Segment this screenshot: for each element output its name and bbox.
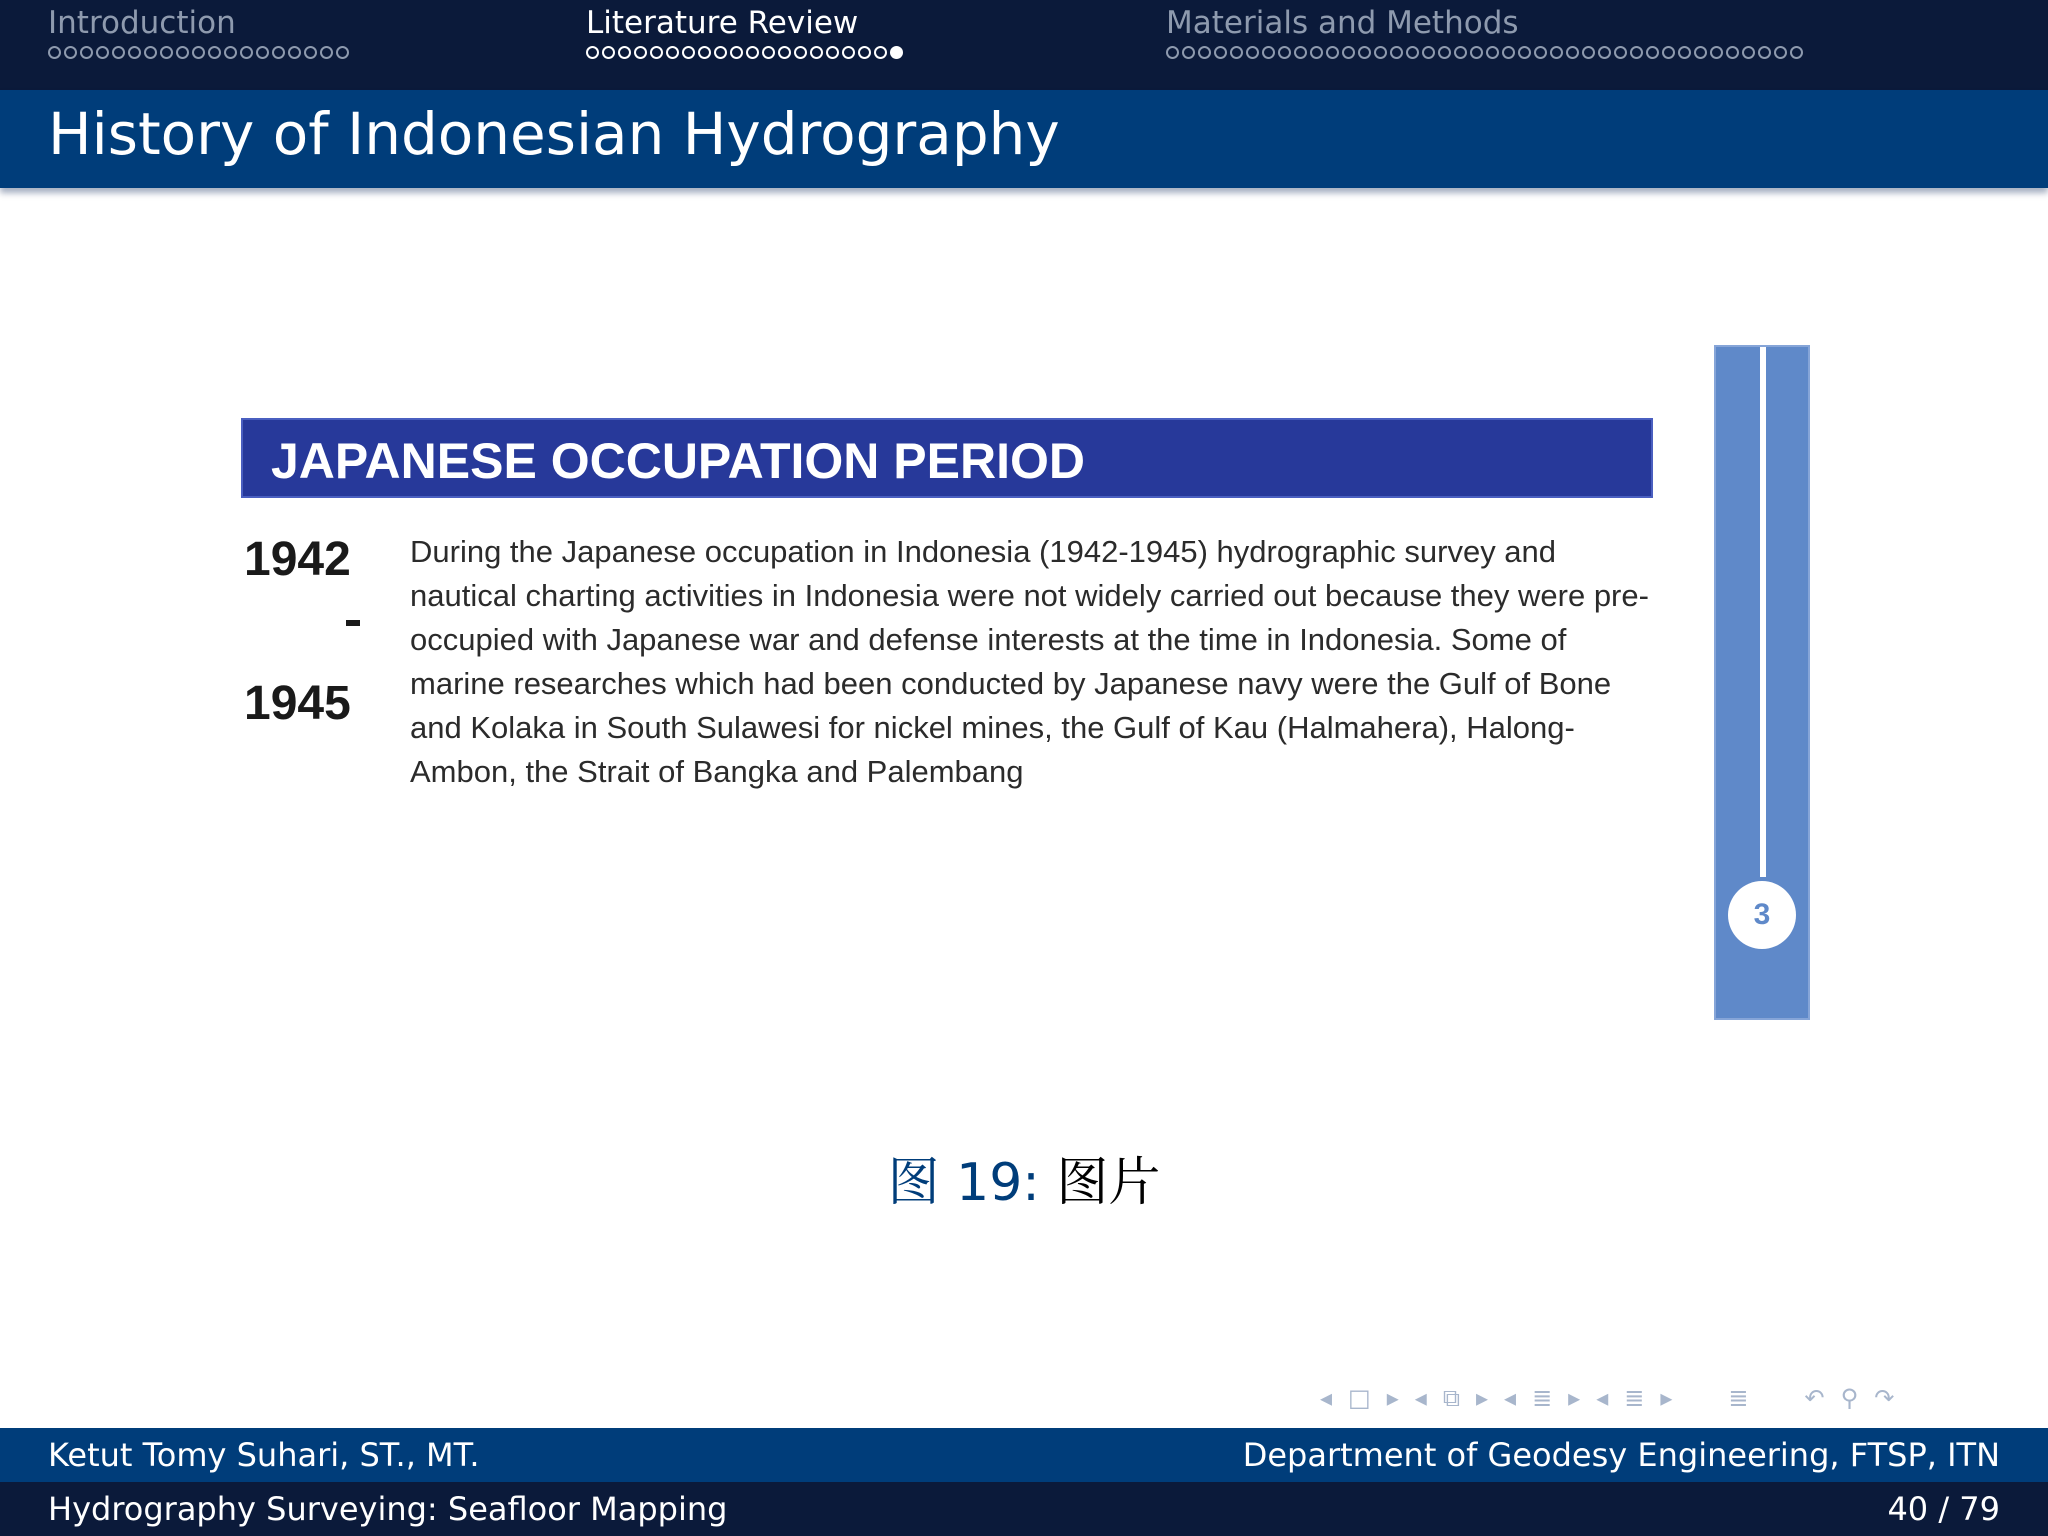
frame-dot[interactable] [1342, 46, 1355, 59]
frame-dot[interactable] [80, 46, 93, 59]
caption-text: 图片 [1056, 1153, 1161, 1213]
frame-dot[interactable] [1246, 46, 1259, 59]
nav-section-literature-review[interactable] [586, 4, 906, 59]
frame-dot[interactable] [1566, 46, 1579, 59]
frame-dot[interactable] [714, 46, 727, 59]
frame-dot[interactable] [1486, 46, 1499, 59]
frame-dot[interactable] [1710, 46, 1723, 59]
nav-frame-dots [1166, 46, 1806, 59]
frame-dot[interactable] [1758, 46, 1771, 59]
frame-dot[interactable] [304, 46, 317, 59]
frame-dot[interactable] [1534, 46, 1547, 59]
frame-dot[interactable] [1326, 46, 1339, 59]
nav-right-arrow-icon[interactable]: ▸ [1568, 1384, 1581, 1412]
frame-dot[interactable] [192, 46, 205, 59]
footer-page-number: 40 / 79 [1887, 1490, 2000, 1528]
frame-dot[interactable] [1422, 46, 1435, 59]
nav-frame-dots [48, 46, 352, 59]
frame-dot[interactable] [602, 46, 615, 59]
figure-side-bar [1714, 345, 1810, 1020]
nav-left-arrow-icon[interactable]: ◂ [1320, 1384, 1333, 1412]
frame-dot[interactable] [288, 46, 301, 59]
frame-dot[interactable] [874, 46, 887, 59]
frame-dot[interactable] [1182, 46, 1195, 59]
nav-right-arrow-icon[interactable]: ▸ [1660, 1384, 1673, 1412]
figure-page-number: 3 [1728, 881, 1796, 949]
frame-dot[interactable] [1390, 46, 1403, 59]
frame-dot[interactable] [1198, 46, 1211, 59]
frame-dot[interactable] [698, 46, 711, 59]
frame-dot[interactable] [1294, 46, 1307, 59]
slide-figure [240, 340, 1820, 1020]
frame-dot[interactable] [1630, 46, 1643, 59]
frame-dot[interactable] [778, 46, 791, 59]
frame-dot[interactable] [1438, 46, 1451, 59]
frame-dot[interactable] [1678, 46, 1691, 59]
frame-dot[interactable] [1518, 46, 1531, 59]
frame-dot[interactable] [1742, 46, 1755, 59]
frame-dot[interactable] [1502, 46, 1515, 59]
subsection-icon[interactable]: ⧉ [1442, 1384, 1460, 1412]
frame-dot[interactable] [176, 46, 189, 59]
nav-section-title[interactable]: Literature Review [586, 5, 859, 41]
nav-right-arrow-icon[interactable]: ▸ [1386, 1384, 1399, 1412]
period-description: During the Japanese occupation in Indonesia (1942-1945) hydrographic survey and nautical charting activities in Indonesia were not widely carried out because they were pre-occupied with Japanese war and defense interests at the time in Indonesia. Some of marine researches which had been conducted by Japanese navy were the Gulf of Bone and Kolaka in South Sulawesi for nickel mines, the Gulf of Kau (Halmahera), Halong-Ambon, the Strait of Bangka and Palembang [410, 534, 1649, 789]
frame-dot[interactable] [48, 46, 61, 59]
frame-dot[interactable] [1726, 46, 1739, 59]
frame-dot[interactable] [1598, 46, 1611, 59]
frame-dot[interactable] [144, 46, 157, 59]
beamer-navigation-symbols [1320, 1380, 2030, 1416]
footer-talk-title: Hydrography Surveying: Seafloor Mapping [48, 1490, 728, 1528]
frame-dot[interactable] [1790, 46, 1803, 59]
frame-dot[interactable] [762, 46, 775, 59]
nav-section-title[interactable]: Introduction [48, 5, 236, 41]
frame-dot[interactable] [826, 46, 839, 59]
nav-right-arrow-icon[interactable]: ▸ [1475, 1384, 1489, 1412]
frame-dot[interactable] [842, 46, 855, 59]
frame-dot[interactable] [64, 46, 77, 59]
frame-dot[interactable] [224, 46, 237, 59]
section-icon[interactable]: ≣ [1532, 1384, 1553, 1412]
frame-dot[interactable] [794, 46, 807, 59]
nav-section-materials-and-methods[interactable] [1166, 4, 1806, 59]
side-bar-stripe [1760, 347, 1766, 877]
frame-dot[interactable] [810, 46, 823, 59]
frame-dot[interactable] [1166, 46, 1179, 59]
frame-dot[interactable] [730, 46, 743, 59]
frame-dot[interactable] [320, 46, 333, 59]
frame-dot[interactable] [650, 46, 663, 59]
period-banner [241, 418, 1653, 498]
frame-dot[interactable] [1662, 46, 1675, 59]
frame-dot[interactable] [586, 46, 599, 59]
nav-left-arrow-icon[interactable]: ◂ [1504, 1384, 1517, 1412]
frame-dot[interactable] [112, 46, 125, 59]
frame-dot[interactable] [1310, 46, 1323, 59]
frame-icon[interactable]: □ [1348, 1384, 1371, 1412]
frame-title: History of Indonesian Hydrography [48, 100, 1060, 168]
outline-icon[interactable]: ≣ [1728, 1384, 1749, 1412]
nav-section-introduction[interactable] [48, 4, 352, 59]
frame-dot[interactable] [1582, 46, 1595, 59]
forward-icon[interactable]: ↷ [1874, 1384, 1895, 1412]
nav-left-arrow-icon[interactable]: ◂ [1596, 1384, 1609, 1412]
frame-dot[interactable] [618, 46, 631, 59]
footer-top-row [0, 1428, 2048, 1482]
current-frame-dot[interactable] [890, 46, 903, 59]
footer-bottom-row [0, 1482, 2048, 1536]
frame-dot[interactable] [1614, 46, 1627, 59]
frame-dot[interactable] [256, 46, 269, 59]
frame-dot[interactable] [208, 46, 221, 59]
frame-dot[interactable] [160, 46, 173, 59]
nav-frame-dots [586, 46, 906, 59]
frame-dot[interactable] [1278, 46, 1291, 59]
period-banner-title: JAPANESE OCCUPATION PERIOD [271, 433, 1085, 489]
frame-dot[interactable] [1262, 46, 1275, 59]
year-dash [346, 620, 360, 626]
frame-dot[interactable] [746, 46, 759, 59]
frame-dot[interactable] [272, 46, 285, 59]
search-icon[interactable]: ⚲ [1840, 1384, 1859, 1412]
frame-dot[interactable] [1646, 46, 1659, 59]
frame-dot[interactable] [336, 46, 349, 59]
frame-dot[interactable] [1774, 46, 1787, 59]
frame-dot[interactable] [1358, 46, 1371, 59]
frame-dot[interactable] [1694, 46, 1707, 59]
frame-dot[interactable] [666, 46, 679, 59]
frame-dot[interactable] [1214, 46, 1227, 59]
nav-left-arrow-icon[interactable]: ◂ [1414, 1384, 1427, 1412]
frame-dot[interactable] [96, 46, 109, 59]
frame-title-bar [0, 90, 2048, 188]
frame-dot[interactable] [634, 46, 647, 59]
frame-dot[interactable] [682, 46, 695, 59]
frame-dot[interactable] [858, 46, 871, 59]
frame-dot[interactable] [1406, 46, 1419, 59]
document-icon[interactable]: ≣ [1624, 1384, 1645, 1412]
year-start: 1942 [244, 533, 351, 586]
frame-dot[interactable] [1550, 46, 1563, 59]
frame-dot[interactable] [128, 46, 141, 59]
footer-institution: Department of Geodesy Engineering, FTSP, ITN [1242, 1436, 2000, 1474]
year-end: 1945 [244, 677, 351, 730]
frame-dot[interactable] [1454, 46, 1467, 59]
section-navigation [0, 0, 2048, 90]
footer-author: Ketut Tomy Suhari, ST., MT. [48, 1436, 480, 1474]
frame-dot[interactable] [240, 46, 253, 59]
frame-dot[interactable] [1470, 46, 1483, 59]
back-icon[interactable]: ↶ [1804, 1384, 1825, 1412]
frame-dot[interactable] [1230, 46, 1243, 59]
frame-dot[interactable] [1374, 46, 1387, 59]
figure-caption [0, 1140, 2048, 1215]
nav-section-title[interactable]: Materials and Methods [1166, 5, 1519, 41]
caption-label: 图 19: [887, 1153, 1040, 1213]
